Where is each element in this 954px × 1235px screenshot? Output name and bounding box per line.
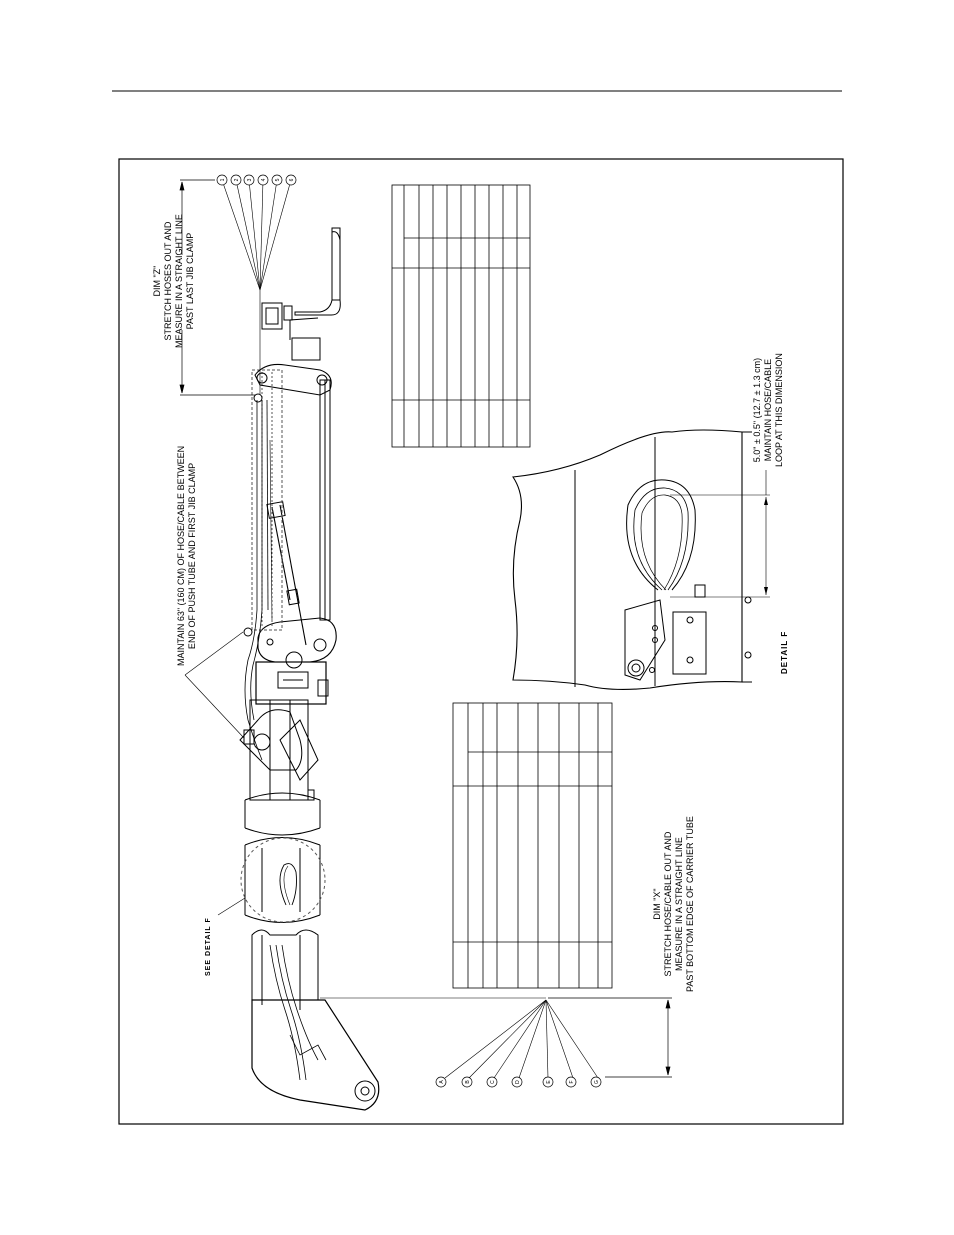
hose-tag-label: 1: [220, 178, 226, 182]
hose-tag-label: B: [465, 1080, 471, 1084]
dim-x-line3: MEASURE IN A STRAIGHT LINE: [674, 837, 684, 971]
dim-x-line2: STRETCH HOSE/CABLE OUT AND: [663, 831, 673, 977]
see-detail-label: SEE DETAIL F: [205, 917, 212, 976]
dim-z-line1: DIM "Z": [152, 265, 162, 297]
hose-tag-label: 4: [261, 178, 267, 182]
maintain-63-line1: MAINTAIN 63" (160 CM) OF HOSE/CABLE BETWEEN: [176, 445, 186, 666]
bottom-hose-leader-fan: [320, 998, 598, 1078]
top-hose-tags: [217, 175, 296, 185]
dim-x-line1: DIM "X": [652, 888, 662, 920]
bottom-hose-tags: [436, 1077, 601, 1087]
dim-x-callout: [652, 816, 696, 992]
top-hose-leader-fan: [222, 180, 291, 395]
hose-tag-label: F: [569, 1080, 575, 1084]
hose-tag-label: E: [546, 1080, 552, 1084]
hose-tag-label: 6: [289, 178, 295, 182]
maintain-63-line2: END OF PUSH TUBE AND FIRST JIB CLAMP: [187, 462, 197, 650]
see-detail-leader: [218, 898, 245, 915]
loop-line1: 5.0" ± 0.5" (12.7 ± 1.3 cm): [752, 357, 762, 463]
hose-tag-label: 3: [247, 178, 253, 182]
dim-z-line2: STRETCH HOSES OUT AND: [163, 221, 173, 341]
detail-f-view: [513, 430, 770, 689]
maintain-63-callout: [176, 446, 198, 666]
hose-tag-label: A: [439, 1080, 445, 1084]
hose-tag-label: G: [594, 1080, 600, 1084]
dim-z-line4: PAST LAST JIB CLAMP: [185, 232, 195, 330]
boom-assembly: [240, 228, 379, 1110]
hose-tag-label: D: [515, 1080, 521, 1084]
loop-line2: MAINTAIN HOSE/CABLE: [763, 358, 773, 462]
hose-length-table-top: [392, 185, 530, 447]
hose-length-table-bottom: [453, 703, 612, 988]
hose-tag-label: 5: [275, 178, 281, 182]
dim-z-line3: MEASURE IN A STRAIGHT LINE: [174, 214, 184, 348]
loop-line3: LOOP AT THIS DIMENSION: [774, 353, 784, 467]
drawing-frame: [119, 159, 843, 1124]
dim-x-dimension: [548, 998, 672, 1077]
hose-tag-label: 2: [234, 178, 240, 182]
loop-callout: [752, 353, 785, 467]
detail-f-title: DETAIL F: [780, 630, 789, 674]
dim-z-callout: [152, 214, 196, 348]
hose-tag-label: C: [490, 1080, 496, 1084]
dim-x-line4: PAST BOTTOM EDGE OF CARRIER TUBE: [685, 816, 695, 992]
